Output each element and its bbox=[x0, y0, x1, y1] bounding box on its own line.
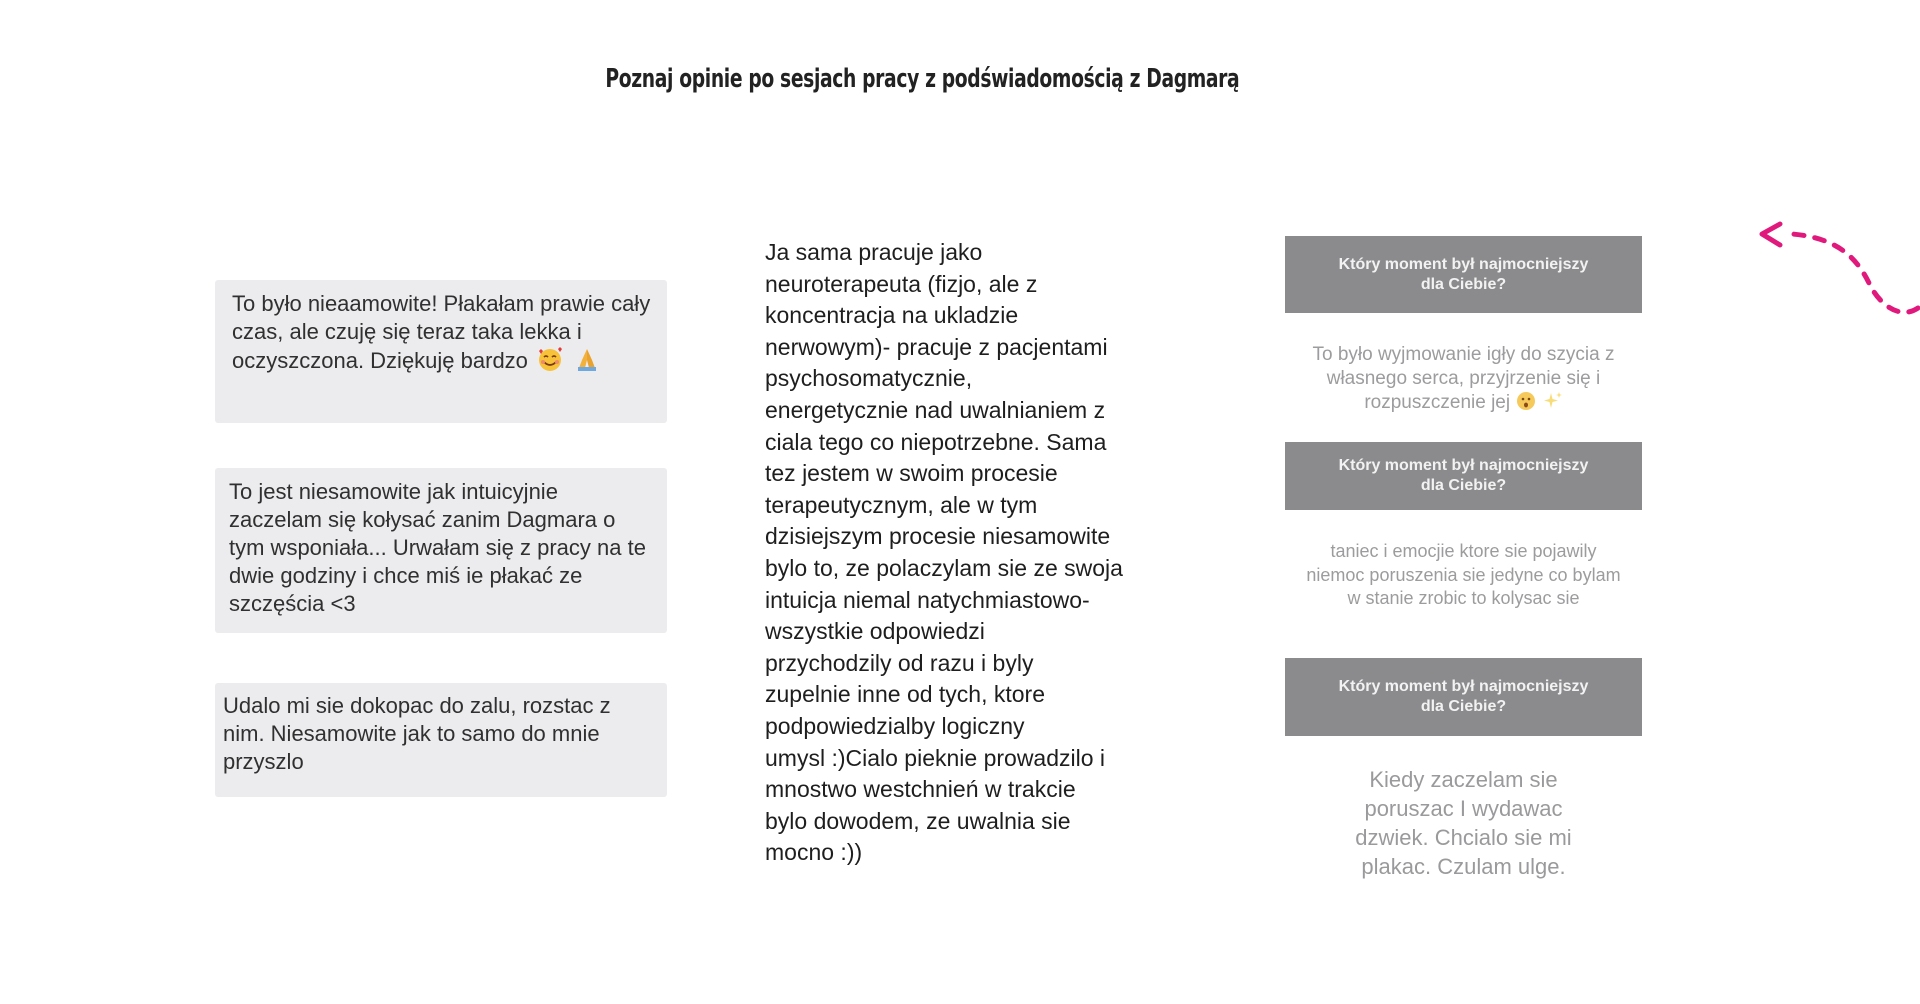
testimonial-bubble-1 bbox=[215, 280, 667, 423]
testimonial-bubble-3 bbox=[215, 683, 667, 797]
smiling-face-with-hearts-icon bbox=[536, 346, 564, 372]
question-box-3 bbox=[1285, 658, 1642, 736]
question-text: Który moment był najmocniejszy dla Ciebie? bbox=[1338, 255, 1589, 293]
answer-1 bbox=[1285, 343, 1642, 415]
testimonial-text: Udalo mi sie dokopac do zalu, rozstac z nim. Niesamowite jak to samo do mnie przyszlo bbox=[223, 693, 611, 774]
question-box-1 bbox=[1285, 236, 1642, 313]
answer-text: To było wyjmowanie igły do szycia z własnego serca, przyjrzenie się i rozpuszczenie jej bbox=[1312, 344, 1615, 413]
sparkles-icon bbox=[1543, 391, 1563, 411]
dashed-curved-arrow-icon bbox=[1740, 210, 1920, 320]
answer-3 bbox=[1285, 765, 1642, 881]
question-text: Który moment był najmocniejszy dla Ciebie? bbox=[1338, 457, 1589, 494]
testimonial-text: To było nieaamowite! Płakałam prawie cały czas, ale czuję się teraz taka lekka i oczyszczona. Dziękuję bardzo bbox=[232, 291, 651, 373]
testimonial-text: To jest niesamowite jak intuicyjnie zaczelam się kołysać zanim Dagmara o tym wsponiała... Urwałam się z pracy na te dwie godziny i chce miś ie płakać ze szczęścia <3 bbox=[229, 479, 646, 616]
hushed-face-icon bbox=[1515, 391, 1537, 411]
testimonial-bubble-2 bbox=[215, 468, 667, 633]
folded-hands-icon bbox=[573, 346, 601, 372]
answer-2 bbox=[1285, 540, 1642, 611]
question-text: Który moment był najmocniejszy dla Ciebie? bbox=[1338, 678, 1589, 715]
answer-text: Kiedy zaczelam sie poruszac I wydawac dzwiek. Chcialo sie mi plakac. Czulam ulge. bbox=[1355, 767, 1572, 879]
question-box-2 bbox=[1285, 442, 1642, 510]
answer-text: taniec i emocjie ktore sie pojawily niemoc poruszenia sie jedyne co bylam w stanie zrobic to kolysac sie bbox=[1306, 541, 1621, 608]
emoji-row bbox=[536, 346, 604, 375]
long-testimonial: Ja sama pracuje jako neuroterapeuta (fizjo, ale z koncentracja na ukladzie nerwowym)- pracuje z pacjentami psychosomatycznie, energetycznie nad uwalnianiem z ciala tego co niepotrzebne. Sama tez jestem w swoim procesie terapeutycznym, ale w tym dzisiejszym procesie niesamowite bylo to, ze polaczylam sie ze swoja intuicja niemal natychmiastowo- wszystkie odpowiedzi przychodzily od razu i byly zupelnie inne od tych, ktore podpowiedzialby logiczny umysl :)Cialo pieknie prowadzilo i mnostwo westchnień w trakcie bylo dowodem, ze uwalnia sie mocno :)) bbox=[765, 239, 1123, 866]
page-title: Poznaj opinie po sesjach pracy z podświadomością z Dagmarą bbox=[605, 64, 1240, 94]
